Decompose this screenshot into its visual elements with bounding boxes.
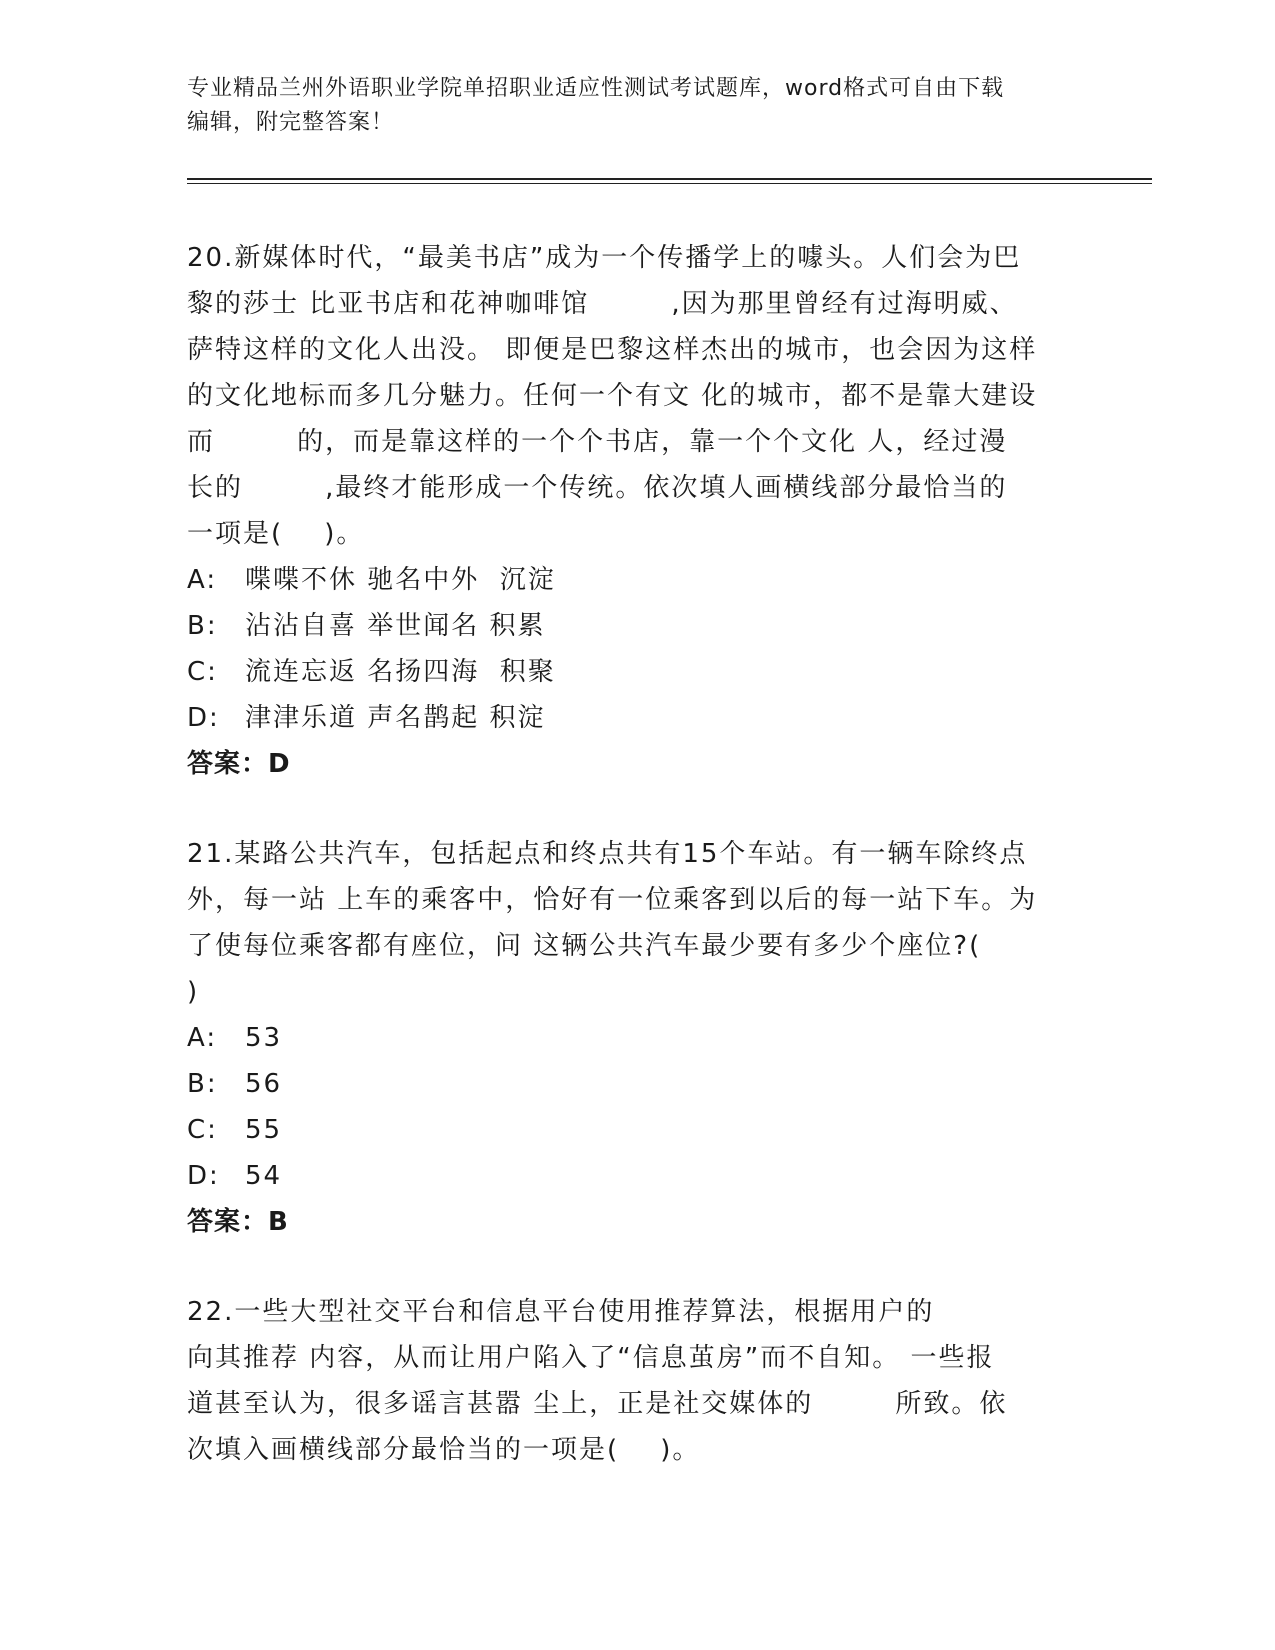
answer-line: 答案：B [187, 1207, 289, 1237]
question-20 [187, 235, 1077, 787]
option-text: 56 [245, 1069, 283, 1099]
option-letter: D: [187, 703, 220, 733]
header-line-1: 专业精品兰州外语职业学院单招职业适应性测试考试题库，word格式可自由下载 [187, 76, 1005, 101]
question-text-line: ) [187, 977, 200, 1007]
document-header [187, 72, 1087, 140]
question-text-line: 萨特这样的文化人出没。 即便是巴黎这样杰出的城市，也会因为这样 [187, 335, 1038, 365]
question-text-line: 长的 ,最终才能形成一个传统。依次填人画横线部分最恰当的 [187, 473, 1008, 503]
question-22 [187, 1289, 1077, 1473]
option-a [187, 1015, 1077, 1061]
header-line-2: 编辑，附完整答案！ [187, 110, 395, 135]
option-letter: C: [187, 1115, 218, 1145]
option-letter: A: [187, 1023, 218, 1053]
option-letter: A: [187, 565, 218, 595]
option-letter: B: [187, 611, 218, 641]
question-text-line: 22.一些大型社交平台和信息平台使用推荐算法，根据用户的 [187, 1297, 935, 1327]
question-text-line: 而 的，而是靠这样的一个个书店，靠一个个文化 人，经过漫 [187, 427, 1008, 457]
question-text-line: 向其推荐 内容，从而让用户陷入了“信息茧房”而不自知。 一些报 [187, 1343, 995, 1373]
answer-line: 答案：D [187, 749, 291, 779]
option-text: 沾沾自喜 举世闻名 积累 [245, 611, 546, 641]
option-text: 54 [245, 1161, 283, 1191]
option-text: 喋喋不休 驰名中外 沉淀 [245, 565, 556, 595]
option-text: 津津乐道 声名鹊起 积淀 [245, 703, 546, 733]
option-c [187, 649, 1077, 695]
option-c [187, 1107, 1077, 1153]
question-text-line: 外，每一站 上车的乘客中，恰好有一位乘客到以后的每一站下车。为 [187, 885, 1038, 915]
question-text-line: 道甚至认为，很多谣言甚嚣 尘上，正是社交媒体的 所致。依 [187, 1389, 1008, 1419]
question-text-line: 黎的莎士 比亚书店和花神咖啡馆 ,因为那里曾经有过海明威、 [187, 289, 1018, 319]
question-text-line: 21.某路公共汽车，包括起点和终点共有15个车站。有一辆车除终点 [187, 839, 1028, 869]
question-text-line: 20.新媒体时代，“最美书店”成为一个传播学上的噱头。人们会为巴 [187, 243, 1022, 273]
question-text-line: 的文化地标而多几分魅力。任何一个有文 化的城市，都不是靠大建设 [187, 381, 1038, 411]
option-b [187, 1061, 1077, 1107]
option-letter: C: [187, 657, 218, 687]
option-text: 流连忘返 名扬四海 积聚 [245, 657, 556, 687]
option-a [187, 557, 1077, 603]
option-text: 53 [245, 1023, 283, 1053]
question-text-line: 次填入画横线部分最恰当的一项是( )。 [187, 1435, 701, 1465]
header-rule-thick [187, 178, 1152, 180]
option-text: 55 [245, 1115, 283, 1145]
option-letter: D: [187, 1161, 220, 1191]
header-rule-thin [187, 183, 1152, 184]
option-b [187, 603, 1077, 649]
question-list [187, 235, 1077, 1517]
option-letter: B: [187, 1069, 218, 1099]
question-21 [187, 831, 1077, 1245]
question-text-line: 一项是( )。 [187, 519, 365, 549]
option-d [187, 695, 1077, 741]
option-d [187, 1153, 1077, 1199]
question-text-line: 了使每位乘客都有座位，问 这辆公共汽车最少要有多少个座位?( [187, 931, 982, 961]
